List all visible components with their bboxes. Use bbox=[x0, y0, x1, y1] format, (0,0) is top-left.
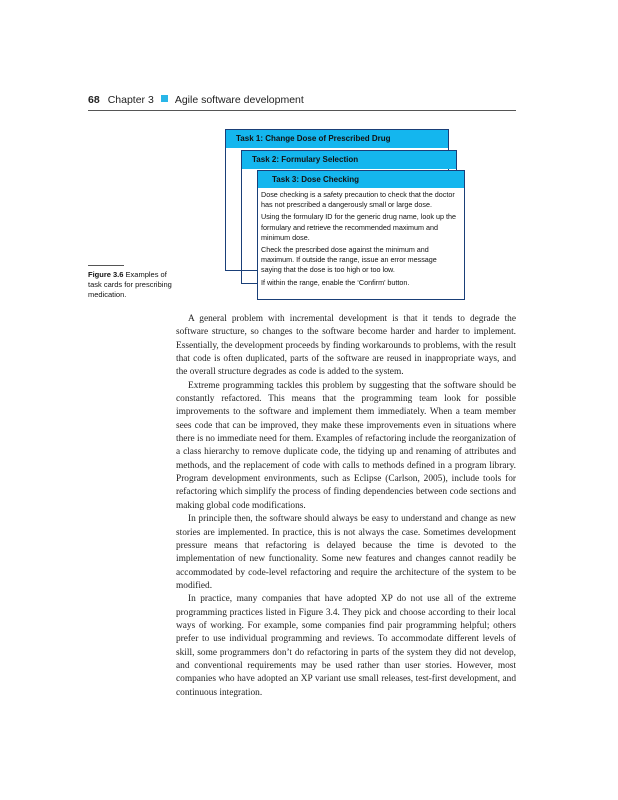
task-card-paragraph: Using the formulary ID for the generic drug name, look up the formulary and retrieve the recommended maximum and minimum dose. bbox=[261, 212, 456, 242]
body-paragraph: In principle then, the software should always be easy to understand and change as new stories are implemented. In practice, this is not always the case. Sometimes development pressure means that refactoring is delayed because the time is devoted to the implementation of new functionality. Some new features and changes cannot readily be accommodated by code-level refactoring and require the architecture of the system to be modified. bbox=[176, 514, 516, 591]
page-number: 68 bbox=[88, 94, 100, 106]
task-card-paragraph: Dose checking is a safety precaution to check that the doctor has not prescribed a dangerously small or large dose. bbox=[261, 190, 455, 210]
chapter-label: Chapter 3 bbox=[107, 94, 154, 106]
body-paragraph: In practice, many companies that have adopted XP do not use all of the extreme programming practices listed in Figure 3.4. They pick and choose according to their local ways of working. For example, some companies find pair programming helpful; others prefer to use individual programming and reviews. To accommodate different levels of skill, some programmers don’t do refactoring in parts of the system they did not develop, and conventional requirements may be used rather than user stories. However, most companies who have adopted an XP variant use small releases, test-first development, and continuous integration. bbox=[176, 594, 516, 698]
caption-divider bbox=[88, 265, 124, 266]
square-bullet-icon bbox=[161, 95, 168, 102]
task-card-1-title: Task 1: Change Dose of Prescribed Drug bbox=[226, 130, 448, 148]
figure-label: Figure 3.6 bbox=[88, 270, 124, 279]
task-card-2-title: Task 2: Formulary Selection bbox=[242, 151, 456, 169]
body-paragraph: A general problem with incremental development is that it tends to degrade the software structure, so changes to the software become harder and harder to implement. Essentially, the development proceeds by finding workarounds to problems, with the result that code is often duplicated, parts of the software are reused in inappropriate ways, and the overall structure degrades as code is added to the system. bbox=[176, 314, 516, 378]
task-card-paragraph: Check the prescribed dose against the minimum and maximum. If outside the range, issue an error message saying that the dose is too high or too low. bbox=[261, 245, 437, 275]
header-divider bbox=[88, 110, 516, 111]
figure-caption bbox=[88, 270, 180, 300]
task-card-3-title: Task 3: Dose Checking bbox=[258, 171, 464, 188]
figure-caption-text: Examples of task cards for prescribing medication. bbox=[88, 270, 172, 299]
running-header bbox=[88, 94, 304, 106]
task-card-3 bbox=[257, 170, 465, 300]
body-text bbox=[176, 313, 516, 700]
task-card-paragraph: If within the range, enable the ‘Confirm’ button. bbox=[261, 277, 410, 287]
chapter-title: Agile software development bbox=[174, 94, 304, 106]
body-paragraph: Extreme programming tackles this problem by suggesting that the software should be constantly refactored. This means that the programming team look for possible improvements to the software and implement them immediately. When a team member sees code that can be improved, they make these improvements even in situations where there is no immediate need for them. Examples of refactoring include the reorganization of a class hierarchy to remove duplicate code, the tidying up and renaming of attributes and methods, and the replacement of code with calls to methods defined in a program library. Program development environments, such as Eclipse (Carlson, 2005), include tools for refactoring which simplify the process of finding dependencies between code sections and making global code modifications. bbox=[176, 380, 516, 511]
task-card-3-body bbox=[258, 188, 464, 288]
